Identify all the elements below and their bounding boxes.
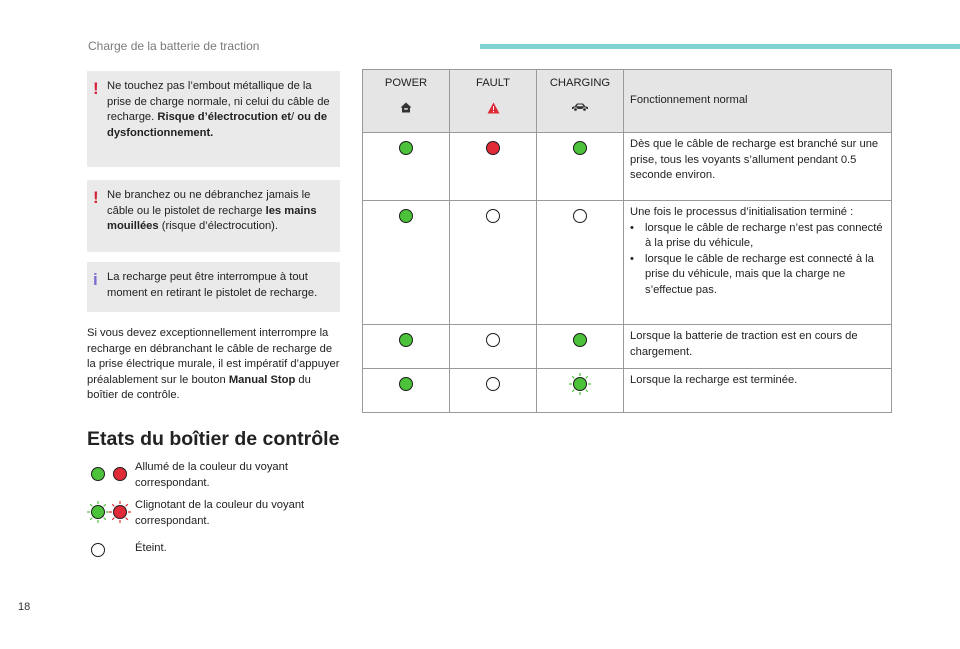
warning-note-metal-tip (87, 71, 340, 167)
fault-light-cell (450, 201, 537, 325)
note-text: Ne touchez pas l’embout métallique de la prise de charge normale, ni celui du câble de recharge. Risque d’électrocution et/ ou de dysfonctionnement. (107, 80, 330, 139)
status-description (624, 369, 892, 413)
legend-text: Allumé de la couleur du voyant correspondant. (135, 461, 288, 489)
power-light-cell (363, 325, 450, 369)
note-text: Ne branchez ou ne débranchez jamais le câble ou le pistolet de recharge les mains mouillées (risque d’électrocution). (107, 189, 317, 232)
power-column-header: POWER (363, 70, 450, 133)
green-light-icon (399, 209, 413, 223)
blinking-green-light-icon (569, 373, 591, 395)
car-icon (571, 102, 589, 118)
power-light-cell (363, 133, 450, 201)
manual-stop-paragraph: Si vous devez exceptionnellement interrompre la recharge en débranchant le câble de recharge de la prise électrique murale, il est impératif d’appuyer préalablement sur le bouton Manual Stop du boîtier de contrôle. (87, 327, 340, 401)
description-text: Une fois le processus d’initialisation terminé : (630, 206, 854, 218)
green-light-icon (399, 377, 413, 391)
off-light-icon (486, 377, 500, 391)
red-light-icon (113, 467, 127, 481)
blinking-red-light-icon (109, 501, 131, 523)
note-text: La recharge peut être interrompue à tout moment en retirant le pistolet de recharge. (107, 271, 318, 299)
page-number: 18 (18, 601, 31, 613)
table-row (363, 133, 892, 201)
red-light-icon (486, 141, 500, 155)
charging-light-cell (537, 133, 624, 201)
green-light-dot (91, 505, 105, 519)
blinking-green-light-icon (87, 501, 109, 523)
exclamation-icon: ! (93, 79, 99, 98)
info-note-interrupt (87, 262, 340, 312)
green-light-dot (573, 377, 587, 391)
info-icon: i (93, 270, 98, 289)
legend-text: Éteint. (135, 542, 167, 554)
warning-triangle-icon (487, 102, 500, 120)
fault-column-header: FAULT (450, 70, 537, 133)
legend-text: Clignotant de la couleur du voyant correspondant. (135, 499, 305, 527)
description-text: Lorsque la recharge est terminée. (630, 374, 798, 386)
description-bullets (630, 221, 885, 299)
warning-note-wet-hands (87, 180, 340, 252)
description-text: Lorsque la batterie de traction est en cours de chargement. (630, 330, 858, 358)
green-light-icon (399, 333, 413, 347)
fault-light-cell (450, 369, 537, 413)
red-light-dot (113, 505, 127, 519)
off-light-icon (486, 209, 500, 223)
table-row (363, 369, 892, 413)
green-light-icon (91, 467, 105, 481)
status-description (624, 325, 892, 369)
control-box-status-table (362, 69, 892, 413)
status-description (624, 133, 892, 201)
home-icon (400, 102, 412, 119)
charging-column-header: CHARGING (537, 70, 624, 133)
header-accent-bar (480, 44, 960, 49)
list-item: • lorsque le câble de recharge n’est pas connecté à la prise du véhicule, (630, 221, 885, 252)
charging-light-cell (537, 201, 624, 325)
description-column-header: Fonctionnement normal (624, 70, 892, 133)
legend-lights (87, 498, 135, 530)
description-text: Dès que le câble de recharge est branché sur une prise, tous les voyants s’allument pendant 0.5 seconde environ. (630, 138, 879, 181)
fault-light-cell (450, 133, 537, 201)
table-row (363, 325, 892, 369)
table-header-row (363, 70, 892, 133)
power-light-cell (363, 201, 450, 325)
off-light-icon (91, 543, 105, 557)
section-title: Etats du boîtier de contrôle (87, 428, 340, 450)
green-light-icon (399, 141, 413, 155)
table-row (363, 201, 892, 325)
green-light-icon (573, 333, 587, 347)
charging-light-cell (537, 369, 624, 413)
charging-light-cell (537, 325, 624, 369)
off-light-icon (486, 333, 500, 347)
exclamation-icon: ! (93, 188, 99, 207)
status-description (624, 201, 892, 325)
running-header: Charge de la batterie de traction (88, 39, 260, 53)
power-light-cell (363, 369, 450, 413)
legend-lights (87, 541, 135, 573)
green-light-icon (573, 141, 587, 155)
fault-light-cell (450, 325, 537, 369)
legend-lights (87, 460, 135, 492)
list-item: • lorsque le câble de recharge est connecté à la prise du véhicule, mais que la charge ne s’effectue pas. (630, 252, 885, 299)
off-light-icon (573, 209, 587, 223)
